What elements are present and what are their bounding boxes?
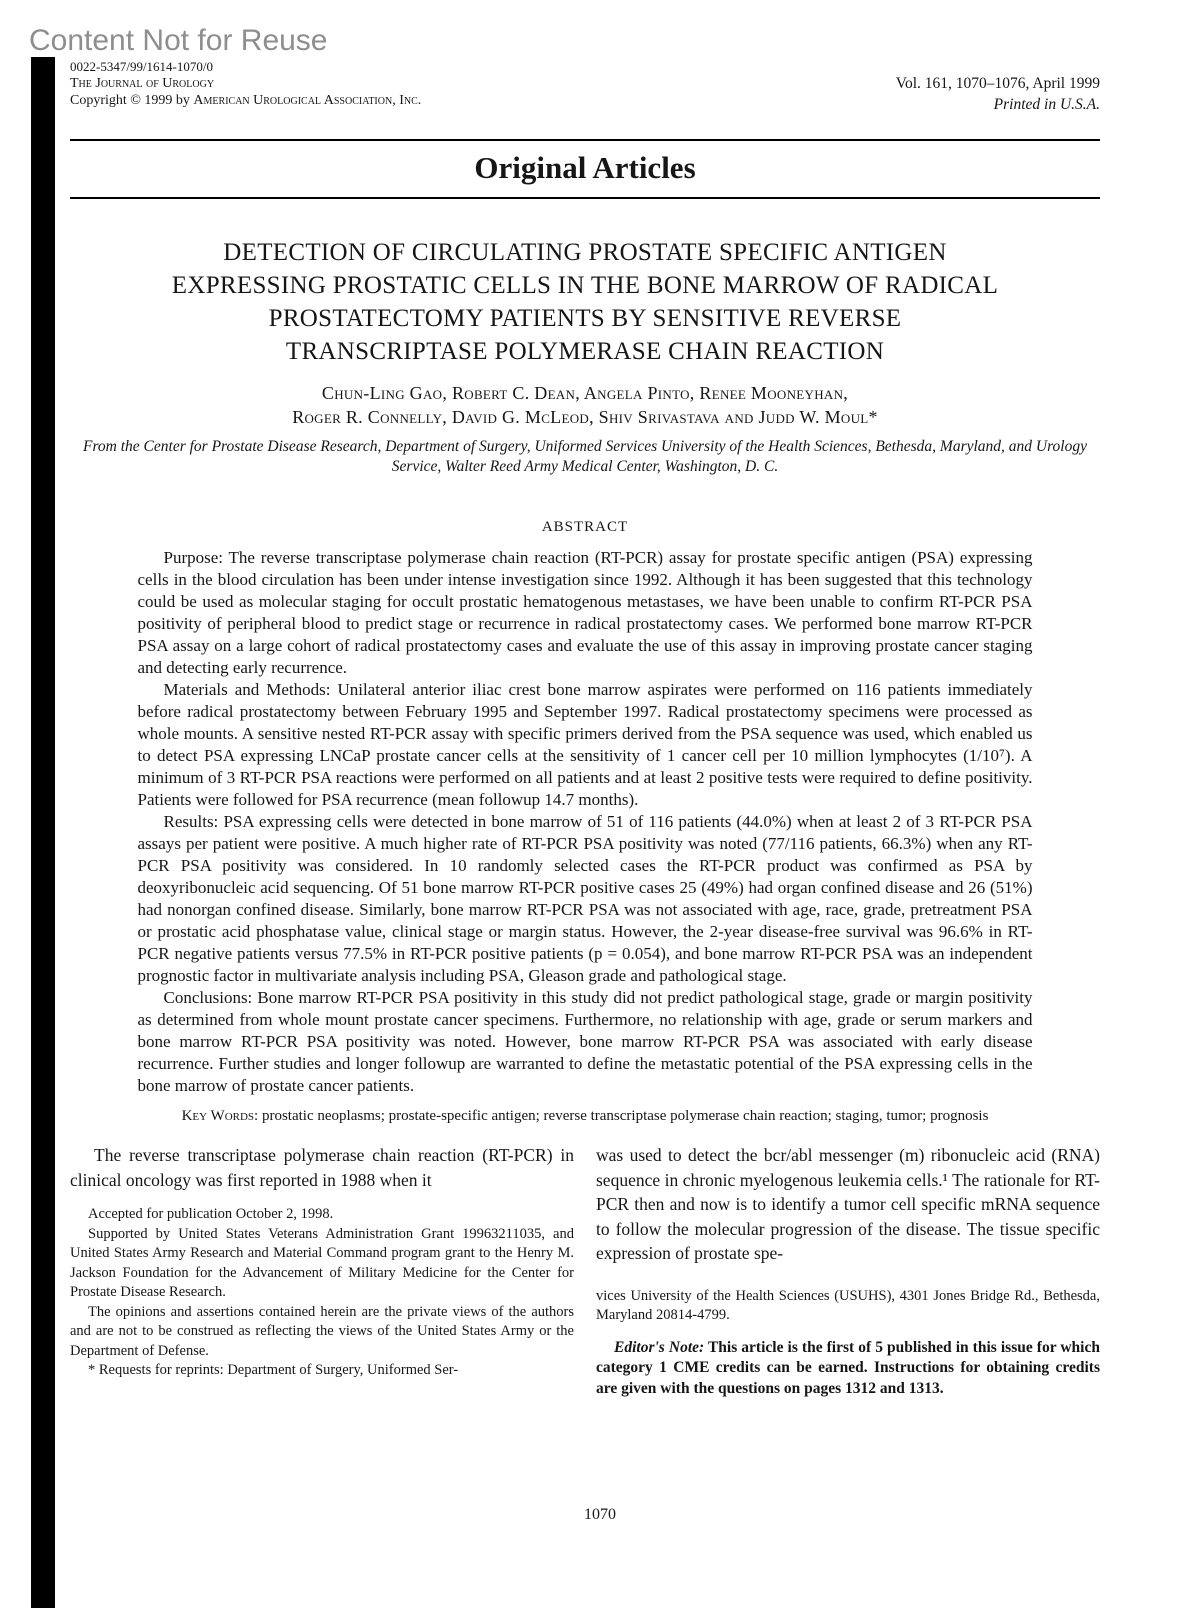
keywords-label: Key Words: [181,1108,259,1124]
author-line-2: Roger R. Connelly, David G. McLeod, Shiv Srivastava and Judd W. Moul* [292,407,878,427]
body-columns [70,1143,1100,1399]
left-column [70,1143,574,1399]
issn-code: 0022-5347/99/1614-1070/0 [70,59,213,74]
title-line-3: PROSTATECTOMY PATIENTS BY SENSITIVE REVERSE [268,305,902,332]
journal-masthead [70,58,1100,115]
footnote-continuation: vices University of the Health Sciences (USUHS), 4301 Jones Bridge Rd., Bethesda, Maryland 20814-4799. [596,1287,1100,1323]
editors-note-text: This article is the first of 5 published in this issue for which category 1 CME credits can be earned. Instructions for obtaining credits are given with the questions on pages 1312 and 1313. [596,1338,1100,1397]
title-line-4: TRANSCRIPTASE POLYMERASE CHAIN REACTION [285,338,885,365]
masthead-right [896,58,1100,115]
abstract-paragraph-conclusions: Conclusions: Bone marrow RT-PCR PSA positivity in this study did not predict pathological stage, grade or margin positivity as determined from whole mount prostate cancer specimens. Furthermore, no relationship with age, grade or serum markers and bone marrow RT-PCR PSA positivity was noted. However, bone marrow RT-PCR PSA was associated with early disease recurrence. Further studies and longer followup are warranted to define the metastatic potential of the PSA expressing cells in the bone marrow of prostate cancer patients. [137,988,1033,1095]
body-paragraph: was used to detect the bcr/abl messenger (m) ribonucleic acid (RNA) sequence in chronic myelogenous leukemia cells.¹ The rationale for RT-PCR then and now is to identify a tumor cell specific mRNA sequence to follow the molecular progression of the disease. The tissue specific expression of prostate spe- [596,1145,1100,1263]
scan-artifact-bar [31,57,55,1608]
abstract-paragraph-purpose: Purpose: The reverse transcriptase polymerase chain reaction (RT-PCR) assay for prostate specific antigen (PSA) expressing cells in the blood circulation has been under intense investigation since 1992. Although it has been suggested that this technology could be used as molecular staging for occult prostatic hematogenous metastases, we have been unable to confirm RT-PCR PSA positivity of peripheral blood to predict stage or recurrence in radical prostatectomy cases. We performed bone marrow RT-PCR PSA assay on a large cohort of radical prostatectomy cases and evaluate the use of this assay in improving prostate cancer staging and detecting early recurrence. [137,548,1033,677]
copyright-lead: Copyright © 1999 by [70,93,190,108]
journal-name: The Journal of Urology [70,76,215,91]
author-line-1: Chun-Ling Gao, Robert C. Dean, Angela Pinto, Renee Mooneyhan, [321,383,849,403]
title-line-1: DETECTION OF CIRCULATING PROSTATE SPECIFIC ANTIGEN [223,239,947,266]
section-heading: Original Articles [474,150,696,185]
printed-in: Printed in U.S.A. [993,96,1100,113]
footnote-supported-by: Supported by United States Veterans Administration Grant 19963211035, and United States Army Research and Material Command program grant to the Henry M. Jackson Foundation for the Advancement of Military Medicine for the Center for Prostate Disease Research. [70,1225,574,1300]
page-number: 1070 [584,1506,616,1523]
abstract-paragraph-results: Results: PSA expressing cells were detected in bone marrow of 51 of 116 patients (44.0%) when at least 2 of 3 RT-PCR PSA assays per patient were positive. A much higher rate of RT-PCR PSA positivity was noted (77/116 patients, 66.3%) when any RT-PCR PSA positivity was considered. In 10 randomly selected cases the RT-PCR product was confirmed as PSA by deoxyribonucleic acid sequencing. Of 51 bone marrow RT-PCR positive cases 25 (49%) had organ confined disease and 26 (51%) had nonorgan confined disease. Similarly, bone marrow RT-PCR PSA was not associated with age, race, grade, pretreatment PSA or prostatic acid phosphatase value, clinical stage or margin status. However, the 2-year disease-free survival was 96.6% in RT-PCR negative patients versus 77.5% in RT-PCR positive patients (p = 0.054), and bone marrow RT-PCR PSA was an independent prognostic factor in multivariate analysis including PSA, Gleason grade and pathological stage. [137,812,1033,985]
footnotes-block [70,1205,574,1381]
watermark-text: Content Not for Reuse [29,24,328,57]
page-content [70,58,1100,1399]
editors-note-lead: Editor's Note: [614,1338,705,1356]
article-title [70,236,1100,368]
title-line-2: EXPRESSING PROSTATIC CELLS IN THE BONE MARROW OF RADICAL [171,272,999,299]
footnote-reprint-requests: * Requests for reprints: Department of Surgery, Uniformed Ser- [88,1362,459,1378]
abstract-section [138,547,1033,1097]
editors-note [596,1338,1100,1400]
abstract-heading: ABSTRACT [541,519,629,535]
keywords-text: prostatic neoplasms; prostate-specific antigen; reverse transcriptase polymerase chain reaction; staging, tumor; prognosis [261,1108,989,1124]
abstract-paragraph-materials-methods: Materials and Methods: Unilateral anterior iliac crest bone marrow aspirates were performed on 116 patients immediately before radical prostatectomy between February 1995 and September 1997. Radical prostatectomy specimens were processed as whole mounts. A sensitive nested RT-PCR assay with specific primers derived from the PSA sequence was used, which enabled us to detect PSA expressing LNCaP prostate cancer cells at the sensitivity of 1 cancer cell per 10 million lymphocytes (1/10⁷). A minimum of 3 RT-PCR PSA reactions were performed on all patients and at least 2 positive tests were required to define positivity. Patients were followed for PSA recurrence (mean followup 14.7 months). [137,680,1033,809]
affiliation: From the Center for Prostate Disease Research, Department of Surgery, Uniformed Services University of the Health Sciences, Bethesda, Maryland, and Urology Service, Walter Reed Army Medical Center, Washington, D. C. [83,438,1087,475]
volume-info: Vol. 161, 1070–1076, April 1999 [895,75,1100,92]
masthead-left [70,58,421,109]
bottom-rule [70,197,1100,199]
right-column [596,1143,1100,1399]
copyright-organization: American Urological Association, Inc. [193,93,422,108]
intro-paragraph: The reverse transcriptase polymerase chain reaction (RT-PCR) in clinical oncology was first reported in 1988 when it [70,1145,574,1190]
footnote-accepted: Accepted for publication October 2, 1998. [88,1206,334,1222]
author-list [70,381,1100,429]
keywords-block [145,1106,1025,1126]
footnote-opinions: The opinions and assertions contained herein are the private views of the authors and are not to be construed as reflecting the views of the United States Army or the Department of Defense. [70,1303,574,1359]
copyright-line [70,92,421,109]
